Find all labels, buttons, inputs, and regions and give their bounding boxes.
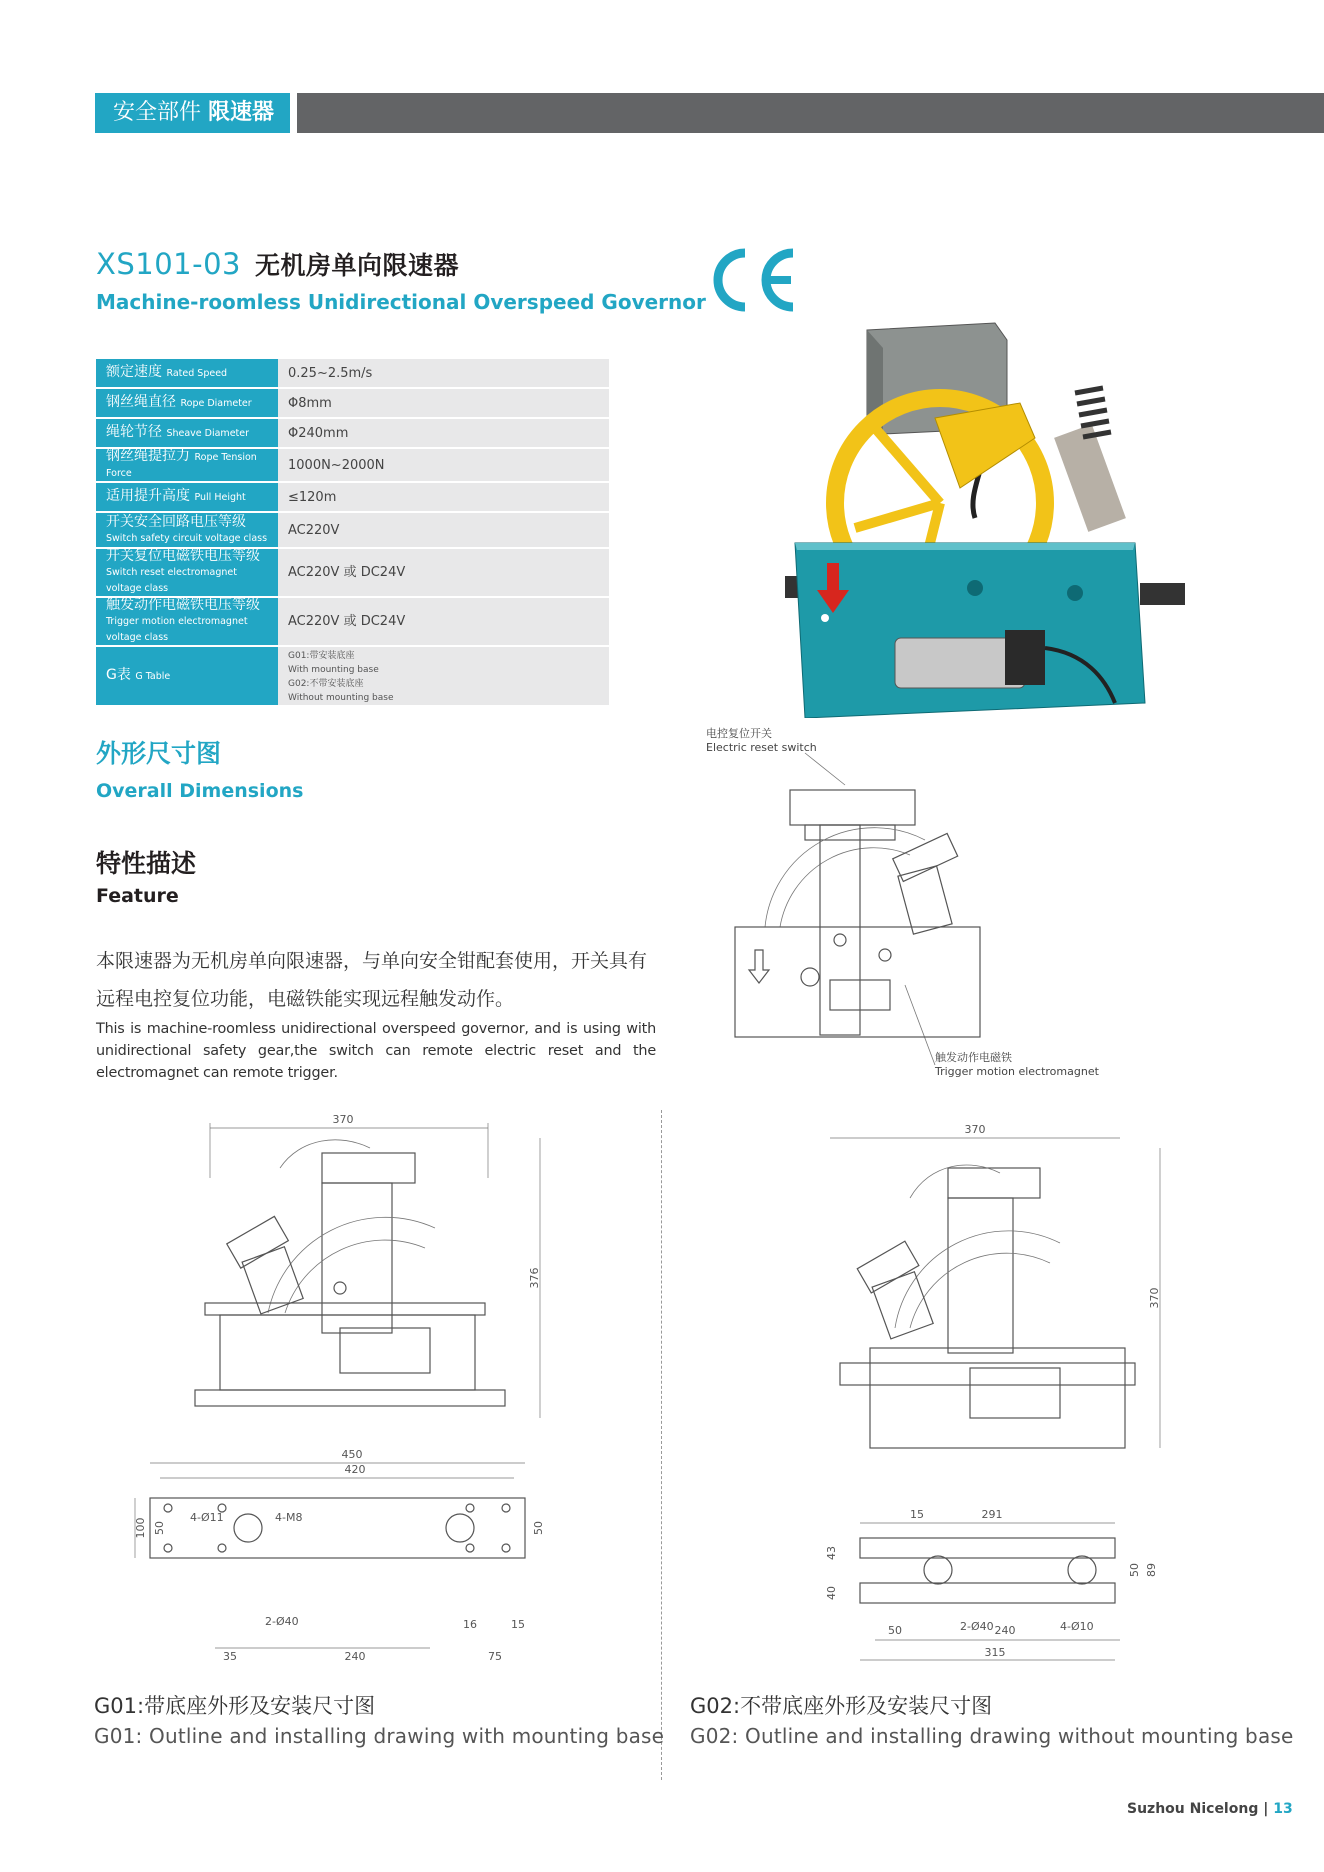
svg-text:2-Ø40: 2-Ø40 — [960, 1620, 994, 1633]
section-label: 安全部件 — [113, 100, 202, 125]
svg-text:2-Ø40: 2-Ø40 — [265, 1615, 299, 1628]
spec-row: 开关复位电磁铁电压等级 Switch reset electromagnet voltage class AC220V 或 DC24V — [96, 549, 609, 596]
svg-text:40: 40 — [825, 1586, 838, 1600]
svg-text:376: 376 — [528, 1267, 541, 1289]
reset-switch-label: 电控复位开关 Electric reset switch — [706, 727, 817, 754]
section-tab — [95, 93, 290, 133]
svg-text:15: 15 — [511, 1618, 525, 1631]
svg-text:4-Ø11: 4-Ø11 — [190, 1511, 224, 1524]
svg-text:50: 50 — [888, 1624, 902, 1637]
header-bar — [297, 93, 1324, 133]
spec-row: 额定速度 Rated Speed 0.25~2.5m/s — [96, 359, 609, 387]
svg-text:43: 43 — [825, 1546, 838, 1560]
spec-row: 钢丝绳提拉力 Rope Tension Force 1000N~2000N — [96, 449, 609, 481]
svg-text:89: 89 — [1145, 1563, 1158, 1577]
svg-text:370: 370 — [1148, 1287, 1161, 1309]
svg-text:4-M8: 4-M8 — [275, 1511, 303, 1524]
spec-row: 钢丝绳直径 Rope Diameter Φ8mm — [96, 389, 609, 417]
company-name: Suzhou Nicelong — [1127, 1801, 1259, 1817]
dimensions-title-cn: 外形尺寸图 — [96, 739, 222, 768]
page-number: 13 — [1273, 1801, 1293, 1817]
feature-title-cn: 特性描述 — [96, 849, 197, 878]
svg-text:16: 16 — [463, 1618, 477, 1631]
category-label: 限速器 — [208, 100, 275, 125]
product-name-cn: 无机房单向限速器 — [255, 251, 460, 280]
g01-drawing — [130, 1108, 550, 1668]
svg-text:315: 315 — [984, 1646, 1006, 1659]
svg-text:4-Ø10: 4-Ø10 — [1060, 1620, 1094, 1633]
product-name-en: Machine-roomless Unidirectional Overspeed Governor — [96, 290, 706, 314]
product-title — [96, 246, 459, 282]
g02-drawing — [820, 1118, 1180, 1668]
svg-text:100: 100 — [134, 1517, 147, 1539]
g02-caption-en: G02: Outline and installing drawing without mounting base — [690, 1724, 1294, 1748]
svg-text:420: 420 — [344, 1463, 366, 1476]
trigger-label: 触发动作电磁铁 Trigger motion electromagnet — [935, 1051, 1099, 1078]
svg-text:75: 75 — [488, 1650, 502, 1663]
feature-title-en: Feature — [96, 885, 179, 907]
svg-text:240: 240 — [344, 1650, 366, 1663]
spec-row: 适用提升高度 Pull Height ≤120m — [96, 483, 609, 511]
model-number: XS101-03 — [96, 247, 241, 281]
feature-text-cn: 本限速器为无机房单向限速器，与单向安全钳配套使用，开关具有远程电控复位功能，电磁铁能实现远程触发动作。 — [96, 950, 648, 1010]
svg-text:35: 35 — [223, 1650, 237, 1663]
svg-text:291: 291 — [981, 1508, 1003, 1521]
divider — [661, 1110, 662, 1780]
g01-caption-cn: G01:带底座外形及安装尺寸图 — [94, 1694, 376, 1718]
spec-row: G表 G Table G01:带安装底座 With mounting base G02:不带安装底座 Without mounting base — [96, 647, 609, 705]
feature-text-en: This is machine-roomless unidirectional overspeed governor, and is using with unidirectional safety gear,the switch can remote electric reset and the electromagnet can remote trigger. — [96, 1021, 656, 1081]
svg-text:50: 50 — [532, 1521, 545, 1535]
svg-text:370: 370 — [332, 1113, 354, 1126]
svg-text:50: 50 — [153, 1521, 166, 1535]
spec-table — [96, 357, 609, 707]
svg-text:240: 240 — [994, 1624, 1016, 1637]
ce-mark-icon — [705, 245, 797, 315]
footer: Suzhou Nicelong | 13 — [1127, 1801, 1293, 1817]
spec-row: 绳轮节径 Sheave Diameter Φ240mm — [96, 419, 609, 447]
svg-text:450: 450 — [341, 1448, 363, 1461]
svg-text:50: 50 — [1128, 1563, 1141, 1577]
spec-row: 触发动作电磁铁电压等级 Trigger motion electromagnet voltage class AC220V 或 DC24V — [96, 598, 609, 645]
spec-row: 开关安全回路电压等级 Switch safety circuit voltage class AC220V — [96, 513, 609, 547]
svg-text:370: 370 — [964, 1123, 986, 1136]
product-photo — [785, 318, 1185, 718]
svg-text:15: 15 — [910, 1508, 924, 1521]
g01-caption-en: G01: Outline and installing drawing with mounting base — [94, 1724, 665, 1748]
mechanism-diagram — [725, 745, 1015, 1075]
dimensions-title-en: Overall Dimensions — [96, 780, 304, 802]
g02-caption-cn: G02:不带底座外形及安装尺寸图 — [690, 1694, 993, 1718]
